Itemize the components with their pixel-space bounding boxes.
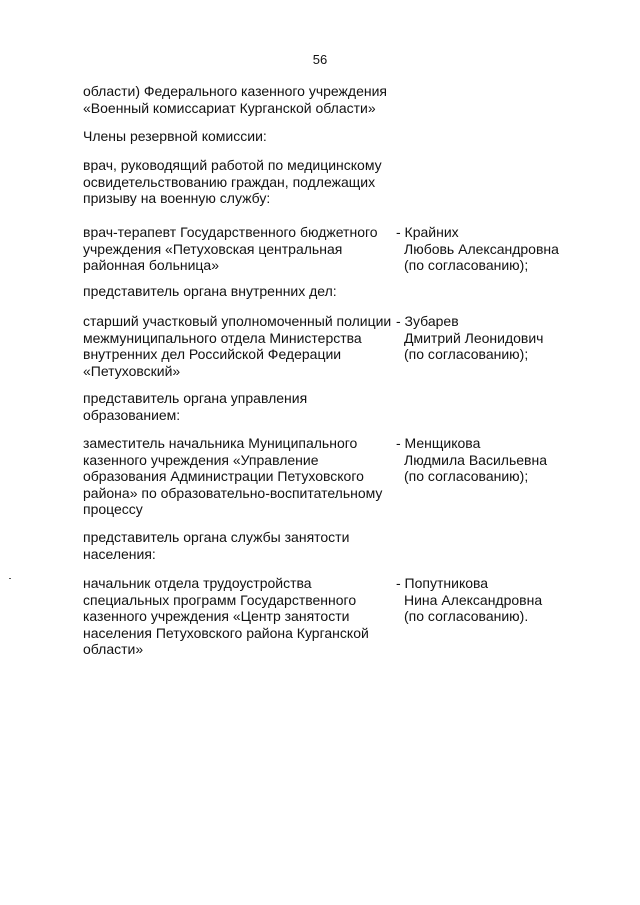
member-surname: - Попутникова [396,575,489,591]
member-name-block [396,575,596,625]
member-description [83,224,393,274]
member-surname: - Менщикова [396,435,481,451]
doctor-role-paragraph [83,157,403,207]
member-description-line: казенного учреждения «Центр занятости [83,608,350,624]
intro-paragraph [83,83,403,116]
member-description-line: межмуниципального отдела Министерства [83,329,362,346]
member-description-line: специальных программ Государственного [83,591,357,608]
member-surname: - Зубарев [396,313,459,329]
member-description-line: районная больница» [83,257,220,273]
scan-margin-mark [9,578,11,579]
employment-heading-line: представитель органа службы занятости [83,529,350,545]
education-heading [83,390,403,423]
member-description [83,575,393,658]
page-number: 56 [312,52,328,67]
member-description [83,313,393,379]
intro-line: «Военный комиссариат Курганской области» [83,99,376,116]
member-description-line: образования Администрации Петуховского [83,468,364,484]
police-heading: представитель органа внутренних дел: [83,283,337,299]
member-description-line: врач-терапевт Государственного бюджетного [83,224,378,240]
member-description [83,435,393,518]
member-description-line: заместитель начальника Муниципального [83,435,358,451]
member-name-block [396,313,596,363]
member-given-names: Любовь Александровна [404,240,559,257]
member-description-line: населения Петуховского района Курганской [83,624,369,641]
member-description-line: старший участковый уполномоченный полиции [83,313,392,329]
doctor-role-line: призыву на военную службу: [83,190,271,206]
member-surname: - Крайних [396,224,459,240]
member-description-line: области» [83,641,144,657]
member-description-line: внутренних дел Российской Федерации [83,346,342,362]
education-heading-line: представитель органа управления [83,390,308,406]
member-given-names: Людмила Васильевна [404,451,547,468]
approval-note: (по согласованию). [404,608,529,624]
intro-line: области) Федерального казенного учреждения [83,83,388,99]
members-heading: Члены резервной комиссии: [83,128,267,144]
member-name-block [396,435,596,485]
member-given-names: Дмитрий Леонидович [404,329,544,346]
member-description-line: начальник отдела трудоустройства [83,575,312,591]
member-description-line: «Петуховский» [83,362,181,379]
employment-heading-line: населения: [83,545,156,562]
member-description-line: района» по образовательно-воспитательному [83,484,383,501]
member-description-line: процессу [83,501,143,517]
doctor-role-line: освидетельствованию граждан, подлежащих [83,173,376,190]
doctor-role-line: врач, руководящий работой по медицинскому [83,157,382,173]
employment-heading [83,529,403,562]
member-name-block [396,224,596,274]
member-given-names: Нина Александровна [404,591,543,608]
approval-note: (по согласованию); [404,257,529,273]
education-heading-line: образованием: [83,406,181,423]
approval-note: (по согласованию); [404,346,529,362]
member-description-line: учреждения «Петуховская центральная [83,240,343,257]
member-description-line: казенного учреждения «Управление [83,451,319,468]
approval-note: (по согласованию); [404,468,529,484]
